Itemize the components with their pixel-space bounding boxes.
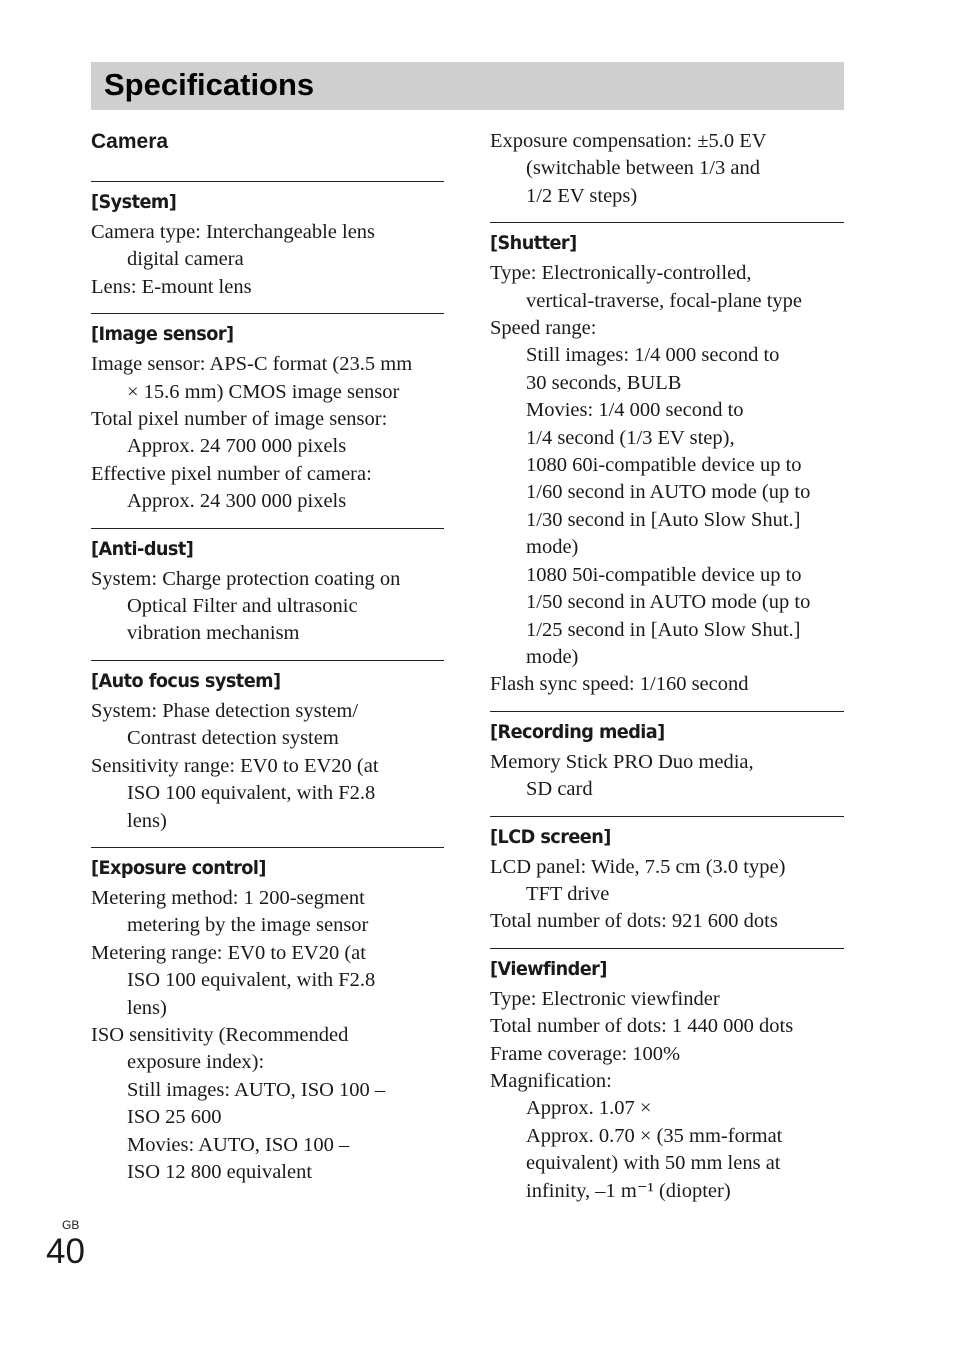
spec-section: [91, 847, 444, 1186]
section-heading: [Recording media]: [490, 720, 665, 743]
section-heading: [Anti-dust]: [91, 537, 194, 560]
spec-line: equivalent) with 50 mm lens at: [526, 1152, 781, 1175]
section-heading: [Exposure control]: [91, 856, 266, 879]
spec-line: SD card: [526, 778, 593, 801]
spec-line: × 15.6 mm) CMOS image sensor: [127, 380, 400, 403]
spec-line: Exposure compensation: ±5.0 EV: [490, 130, 767, 152]
spec-line: (switchable between 1/3 and: [526, 157, 760, 180]
spec-line: infinity, –1 m⁻¹ (diopter): [526, 1179, 731, 1202]
spec-line: 1/50 second in AUTO mode (up to: [526, 591, 811, 614]
spec-line: vibration mechanism: [127, 622, 300, 645]
spec-line: ISO 100 equivalent, with F2.8: [127, 969, 376, 992]
spec-line: Metering method: 1 200-segment: [91, 886, 365, 909]
spec-line: Lens: E-mount lens: [91, 275, 252, 298]
spec-line: Camera type: Interchangeable lens: [91, 221, 376, 243]
spec-line: Approx. 0.70 × (35 mm-format: [526, 1124, 783, 1147]
section-heading: [Auto focus system]: [91, 669, 281, 692]
spec-line: 1/4 second (1/3 EV step),: [526, 426, 735, 449]
spec-line: 1/60 second in AUTO mode (up to: [526, 481, 811, 504]
spec-line: System: Charge protection coating on: [91, 567, 401, 590]
spec-line: vertical-traverse, focal-plane type: [526, 289, 803, 312]
spec-section: [490, 711, 844, 804]
spec-section: [91, 660, 444, 835]
spec-line: Memory Stick PRO Duo media,: [490, 750, 754, 773]
spec-line: metering by the image sensor: [127, 914, 369, 937]
camera-heading: Camera: [91, 130, 169, 153]
spec-line: System: Phase detection system/: [91, 699, 359, 722]
spec-line: digital camera: [127, 248, 244, 271]
spec-section: [490, 948, 844, 1205]
spec-line: 1080 60i-compatible device up to: [526, 454, 802, 477]
spec-section: [490, 128, 844, 210]
spec-line: Approx. 24 700 000 pixels: [127, 435, 347, 458]
spec-line: Approx. 24 300 000 pixels: [127, 490, 347, 513]
spec-line: Image sensor: APS-C format (23.5 mm: [91, 353, 413, 376]
spec-line: Magnification:: [490, 1069, 612, 1092]
spec-line: Movies: AUTO, ISO 100 –: [127, 1133, 350, 1156]
spec-line: lens): [127, 996, 167, 1019]
section-heading: [Shutter]: [490, 232, 577, 255]
spec-line: Still images: AUTO, ISO 100 –: [127, 1078, 386, 1101]
spec-line: Total number of dots: 921 600 dots: [490, 910, 778, 933]
spec-line: Still images: 1/4 000 second to: [526, 344, 780, 367]
spec-section: [91, 313, 444, 515]
spec-line: Optical Filter and ultrasonic: [127, 595, 358, 618]
spec-line: ISO sensitivity (Recommended: [91, 1023, 349, 1046]
spec-line: Frame coverage: 100%: [490, 1042, 681, 1065]
spec-line: Metering range: EV0 to EV20 (at: [91, 941, 366, 964]
spec-line: 1/2 EV steps): [526, 184, 638, 207]
spec-line: 1/30 second in [Auto Slow Shut.]: [526, 508, 801, 531]
spec-line: exposure index):: [127, 1051, 265, 1074]
spec-line: TFT drive: [526, 882, 610, 905]
spec-line: Total pixel number of image sensor:: [91, 408, 388, 431]
spec-line: mode): [526, 536, 579, 559]
spec-line: Speed range:: [490, 317, 597, 340]
spec-line: 1/25 second in [Auto Slow Shut.]: [526, 618, 801, 641]
page-title: Specifications: [104, 67, 315, 102]
spec-line: Flash sync speed: 1/160 second: [490, 673, 749, 696]
spec-line: Type: Electronic viewfinder: [490, 987, 720, 1010]
section-heading: [Image sensor]: [91, 323, 234, 346]
spec-section: [490, 222, 844, 699]
spec-line: ISO 100 equivalent, with F2.8: [127, 782, 376, 805]
spec-line: Effective pixel number of camera:: [91, 462, 372, 485]
left-column: [91, 128, 444, 1198]
language-code: GB: [62, 1218, 80, 1232]
spec-line: Sensitivity range: EV0 to EV20 (at: [91, 754, 379, 777]
section-heading: [System]: [91, 191, 177, 213]
spec-section: [91, 528, 444, 648]
spec-section: [490, 816, 844, 936]
spec-line: Contrast detection system: [127, 727, 339, 750]
section-heading: [Viewfinder]: [490, 957, 607, 980]
spec-line: Total number of dots: 1 440 000 dots: [490, 1015, 794, 1038]
spec-line: Movies: 1/4 000 second to: [526, 399, 744, 422]
section-heading: [LCD screen]: [490, 825, 611, 848]
title-bar: [91, 62, 844, 110]
spec-line: ISO 25 600: [127, 1106, 222, 1129]
spec-line: mode): [526, 645, 579, 668]
spec-line: Type: Electronically-controlled,: [490, 262, 752, 285]
right-column: [490, 128, 844, 1217]
spec-line: ISO 12 800 equivalent: [127, 1160, 313, 1183]
page-number: 40: [46, 1232, 85, 1271]
spec-line: LCD panel: Wide, 7.5 cm (3.0 type): [490, 855, 786, 878]
spec-line: 1080 50i-compatible device up to: [526, 563, 802, 586]
spec-line: Approx. 1.07 ×: [526, 1097, 652, 1120]
spec-section: [91, 181, 444, 301]
spec-line: 30 seconds, BULB: [526, 371, 682, 394]
spec-line: lens): [127, 809, 167, 832]
